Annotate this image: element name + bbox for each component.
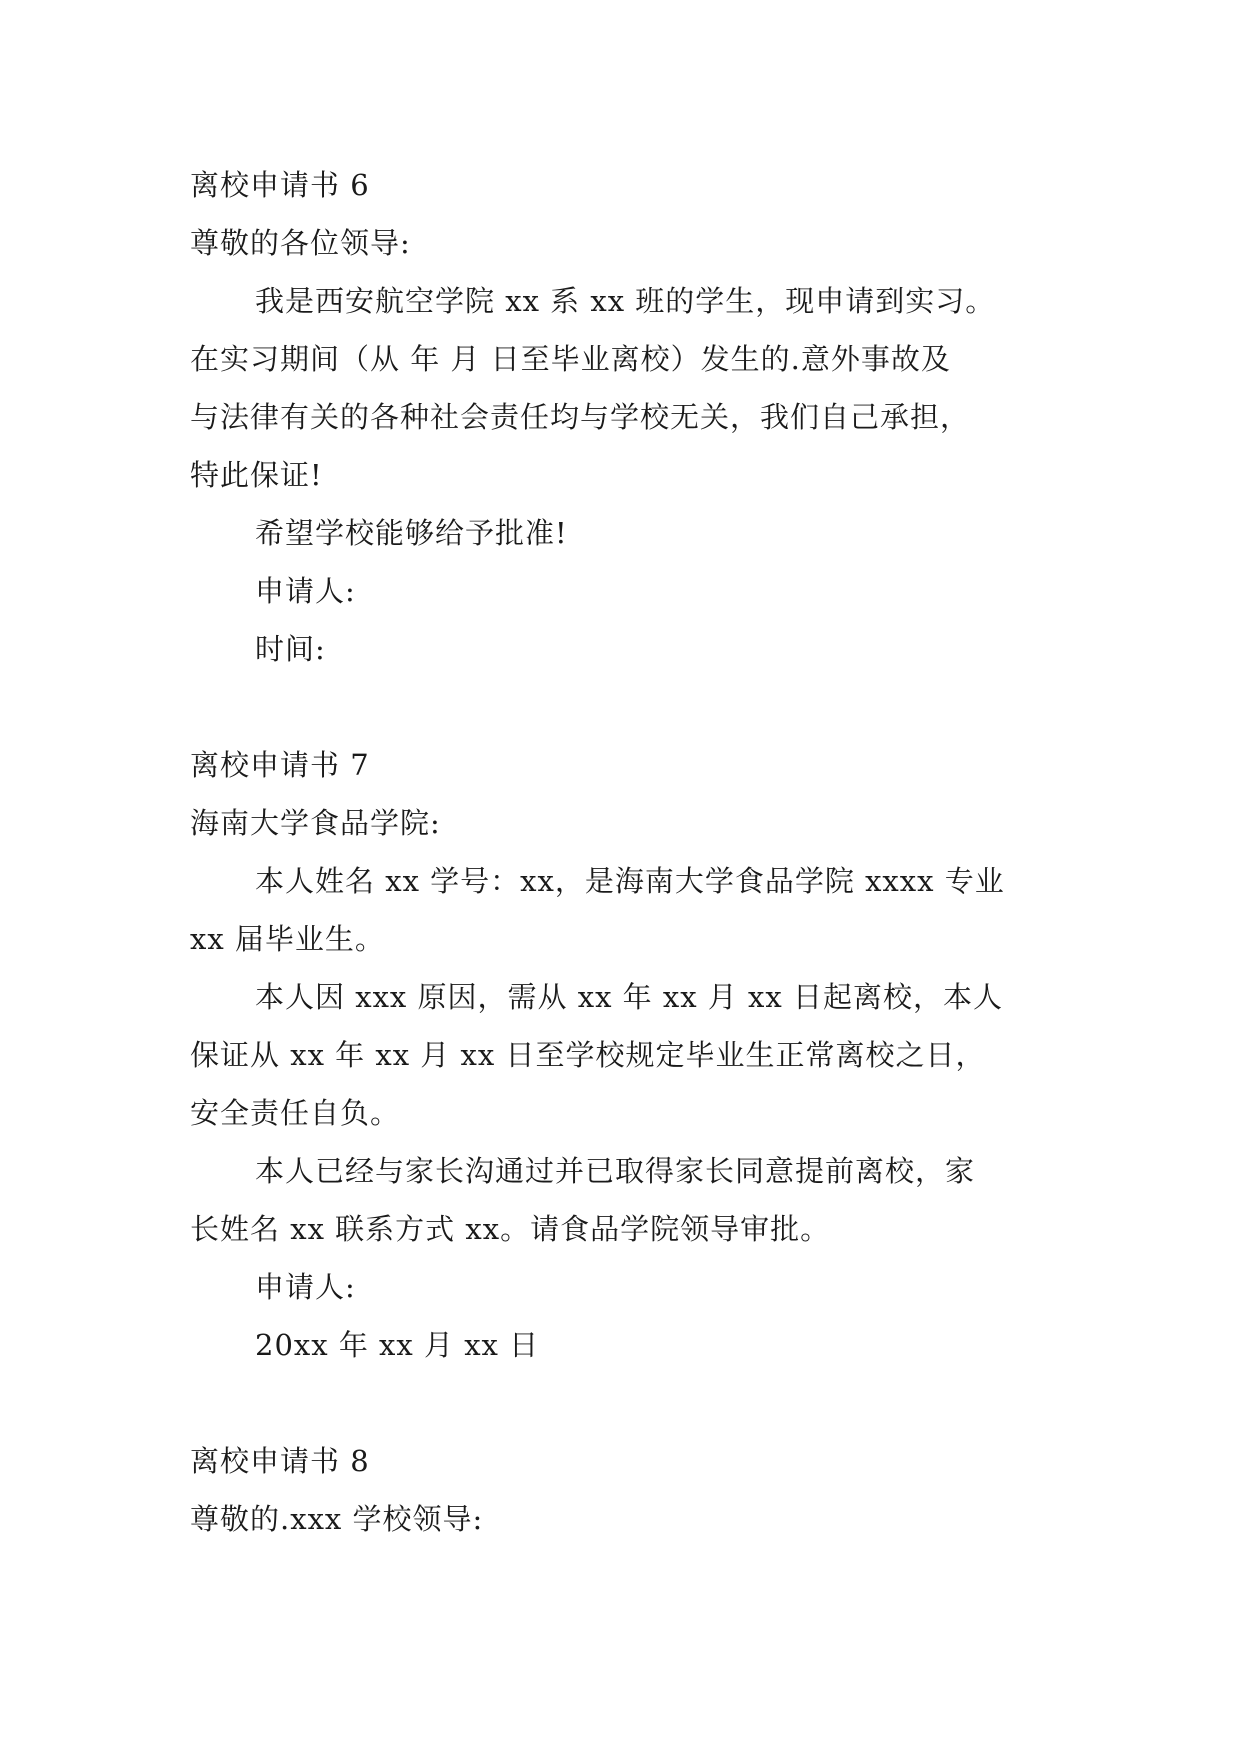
paragraph-line: 在实习期间（从 年 月 日至毕业离校）发生的.意外事故及 <box>190 342 951 376</box>
salutation: 尊敬的各位领导: <box>190 226 411 260</box>
section-title: 离校申请书 8 <box>190 1444 370 1478</box>
paragraph-line: 本人因 xxx 原因，需从 xx 年 xx 月 xx 日起离校，本人 <box>255 980 1003 1014</box>
paragraph-line: 本人已经与家长沟通过并已取得家长同意提前离校，家 <box>255 1154 976 1188</box>
paragraph-line: 本人姓名 xx 学号：xx，是海南大学食品学院 xxxx 专业 <box>255 864 1005 898</box>
paragraph-line: xx 届毕业生。 <box>190 922 385 956</box>
paragraph-line: 保证从 xx 年 xx 月 xx 日至学校规定毕业生正常离校之日， <box>190 1038 986 1072</box>
salutation: 尊敬的.xxx 学校领导: <box>190 1502 484 1536</box>
paragraph-line: 希望学校能够给予批准! <box>255 516 568 550</box>
paragraph-line: 特此保证! <box>190 458 323 492</box>
paragraph-line: 我是西安航空学院 xx 系 xx 班的学生，现申请到实习。 <box>255 284 996 318</box>
date-line: 20xx 年 xx 月 xx 日 <box>255 1328 540 1362</box>
date-label: 时间: <box>255 632 326 666</box>
section-title: 离校申请书 7 <box>190 748 370 782</box>
paragraph-line: 与法律有关的各种社会责任均与学校无关，我们自己承担， <box>190 400 971 434</box>
section-title: 离校申请书 6 <box>190 168 370 202</box>
applicant-label: 申请人: <box>255 574 356 608</box>
paragraph-line: 长姓名 xx 联系方式 xx。请食品学院领导审批。 <box>190 1212 831 1246</box>
paragraph-line: 安全责任自负。 <box>190 1096 401 1130</box>
salutation: 海南大学食品学院: <box>190 806 441 840</box>
applicant-label: 申请人: <box>255 1270 356 1304</box>
